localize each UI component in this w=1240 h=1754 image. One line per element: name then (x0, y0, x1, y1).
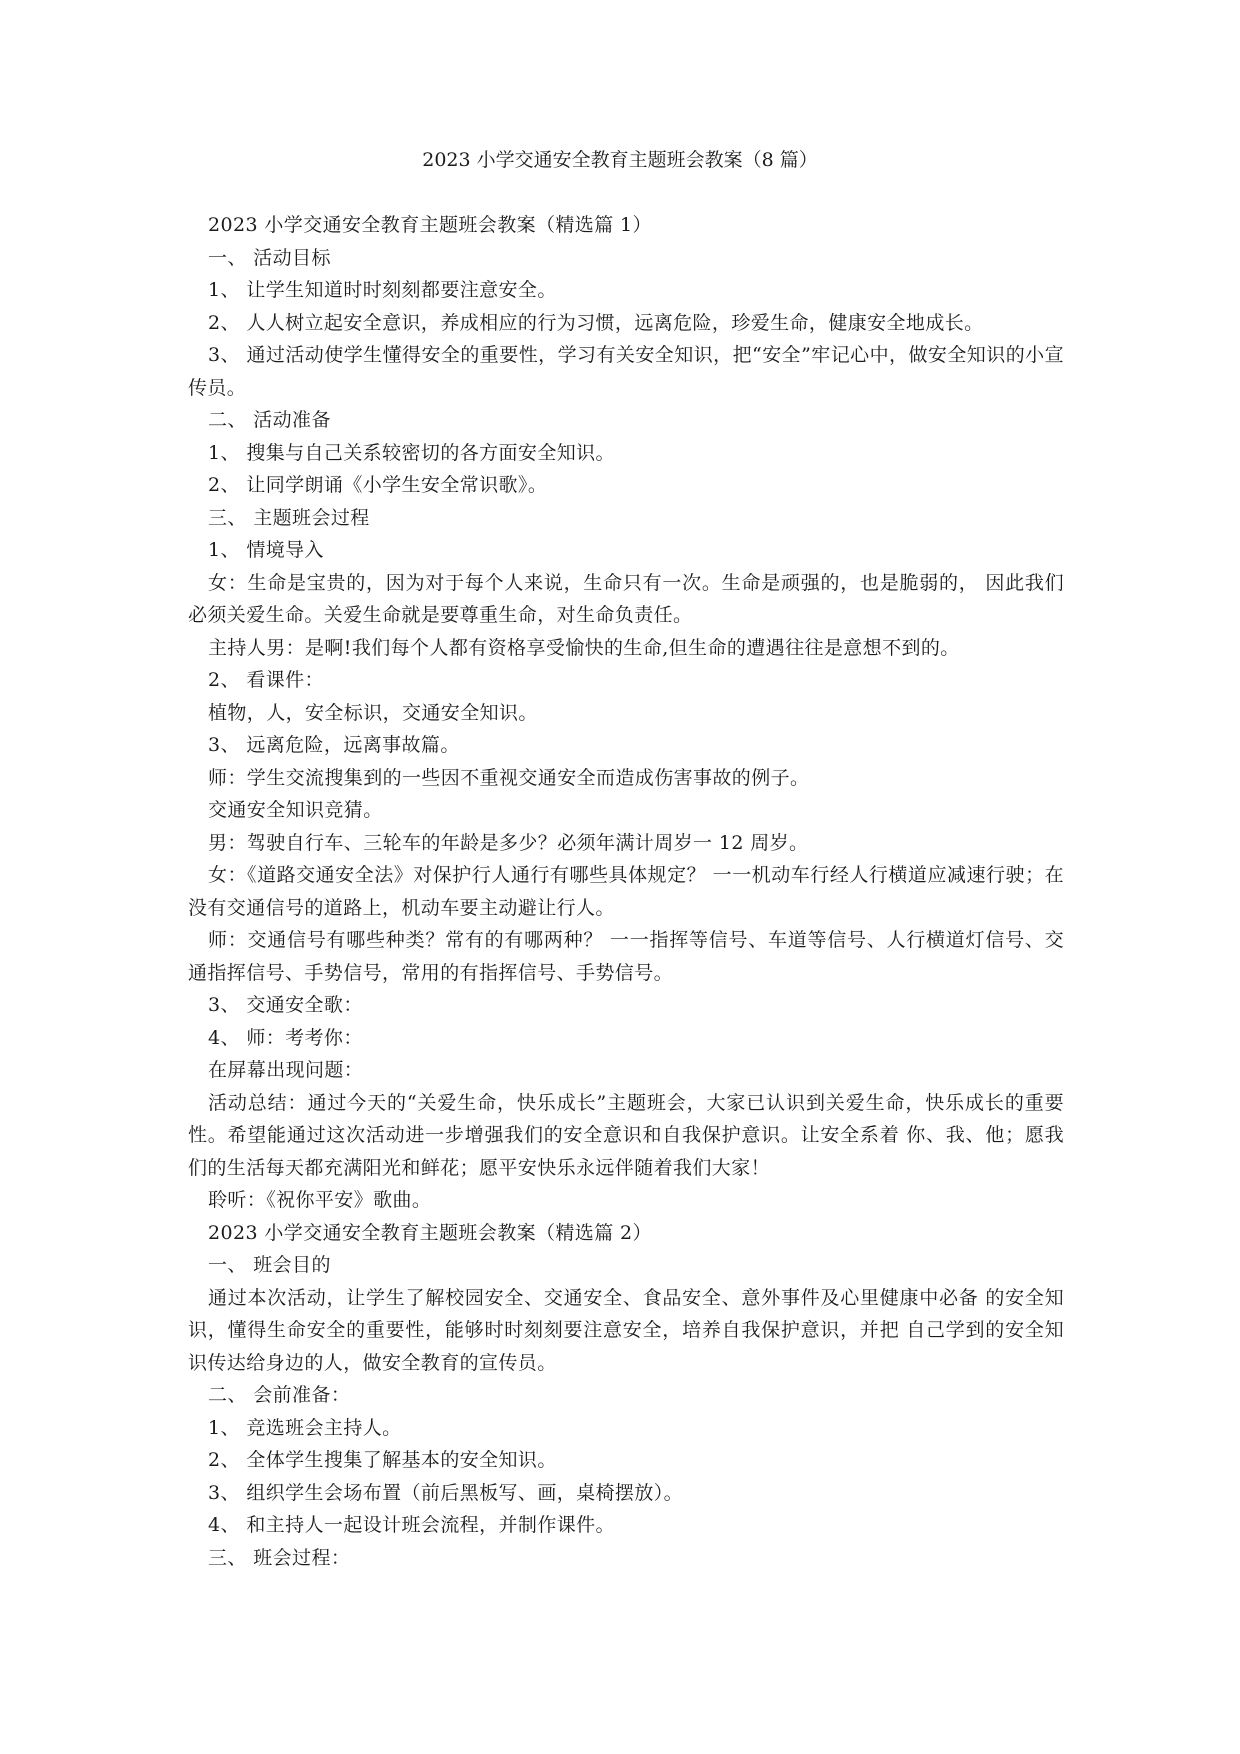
paragraph: 植物，人，安全标识，交通安全知识。 (208, 701, 538, 724)
list-item: 1、 竞选班会主持人。 (208, 1416, 402, 1439)
subheading: 三、 班会过程： (208, 1546, 351, 1569)
list-item: 4、 和主持人一起设计班会流程，并制作课件。 (208, 1514, 615, 1536)
paragraph: 师：学生交流搜集到的一些因不重视交通安全而造成伤害事故的例子。 (208, 766, 810, 789)
list-item: 4、 师：考考你： (208, 1026, 363, 1049)
list-item: 3、 组织学生会场布置（前后黑板写、画，桌椅摆放）。 (208, 1481, 684, 1504)
list-item: 1、 搜集与自己关系较密切的各方面安全知识。 (208, 441, 615, 464)
document-title: 2023 小学交通安全教育主题班会教案（8 篇） (422, 149, 818, 171)
list-item: 2、 让同学朗诵《小学生安全常识歌》。 (208, 474, 548, 496)
paragraph: 女：生命是宝贵的，因为对于每个人来说，生命只有一次。生命是顽强的，也是脆弱的， 因此我们必须关爱生命。关爱生命就是要尊重生命，对生命负责任。 (188, 571, 1064, 626)
paragraph: 女：《道路交通安全法》对保护行人通行有哪些具体规定？ 一一机动车行经人行横道应减速行驶；在没有交通信号的道路上，机动车要主动避让行人。 (188, 864, 1064, 919)
paragraph: 师：交通信号有哪些种类？常有的有哪两种？ 一一指挥等信号、车道等信号、人行横道灯信号、交通指挥信号、手势信号，常用的有指挥信号、手势信号。 (188, 929, 1064, 984)
subheading: 一、 班会目的 (208, 1254, 331, 1276)
section-heading: 2023 小学交通安全教育主题班会教案（精选篇 2） (208, 1221, 652, 1244)
section-heading: 2023 小学交通安全教育主题班会教案（精选篇 1） (208, 214, 652, 236)
list-item: 1、 让学生知道时时刻刻都要注意安全。 (208, 279, 557, 301)
paragraph: 聆听：《祝你平安》歌曲。 (208, 1189, 432, 1211)
list-item: 3、 远离危险，远离事故篇。 (208, 734, 460, 756)
subheading: 一、 活动目标 (208, 246, 331, 269)
paragraph: 男：驾驶自行车、三轮车的年龄是多少？必须年满计周岁一 12 周岁。 (208, 831, 809, 854)
list-item: 3、 通过活动使学生懂得安全的重要性，学习有关安全知识，把“安全”牢记心中，做安全知识的小宣传员。 (188, 344, 1064, 399)
list-item: 2、 全体学生搜集了解基本的安全知识。 (208, 1449, 557, 1471)
paragraph: 通过本次活动，让学生了解校园安全、交通安全、食品安全、意外事件及心里健康中必备 的安全知识，懂得生命安全的重要性，能够时时刻刻要注意安全，培养自我保护意识，并把 自己学到的安全知识传达给身边的人，做安全教育的宣传员。 (188, 1286, 1064, 1374)
list-item: 2、 人人树立起安全意识，养成相应的行为习惯，远离危险，珍爱生命，健康安全地成长。 (208, 311, 984, 334)
document-body (188, 209, 1064, 1574)
paragraph: 在屏幕出现问题： (208, 1059, 364, 1081)
list-item: 3、 交通安全歌： (208, 994, 363, 1016)
paragraph: 交通安全知识竞猜。 (208, 799, 383, 821)
subheading: 三、 主题班会过程 (208, 506, 370, 529)
list-item: 2、 看课件： (208, 669, 324, 691)
subheading: 二、 活动准备 (208, 409, 331, 431)
list-item: 1、 情境导入 (208, 539, 324, 561)
subheading: 二、 会前准备： (208, 1384, 351, 1406)
paragraph: 主持人男：是啊!我们每个人都有资格享受愉快的生命,但生命的遭遇往往是意想不到的。 (208, 636, 960, 659)
paragraph: 活动总结：通过今天的“关爱生命，快乐成长”主题班会，大家已认识到关爱生命，快乐成长的重要性。希望能通过这次活动进一步增强我们的安全意识和自我保护意识。让安全系着 你、我、他；愿我们的生活每天都充满阳光和鲜花；愿平安快乐永远伴随着我们大家！ (188, 1091, 1064, 1179)
